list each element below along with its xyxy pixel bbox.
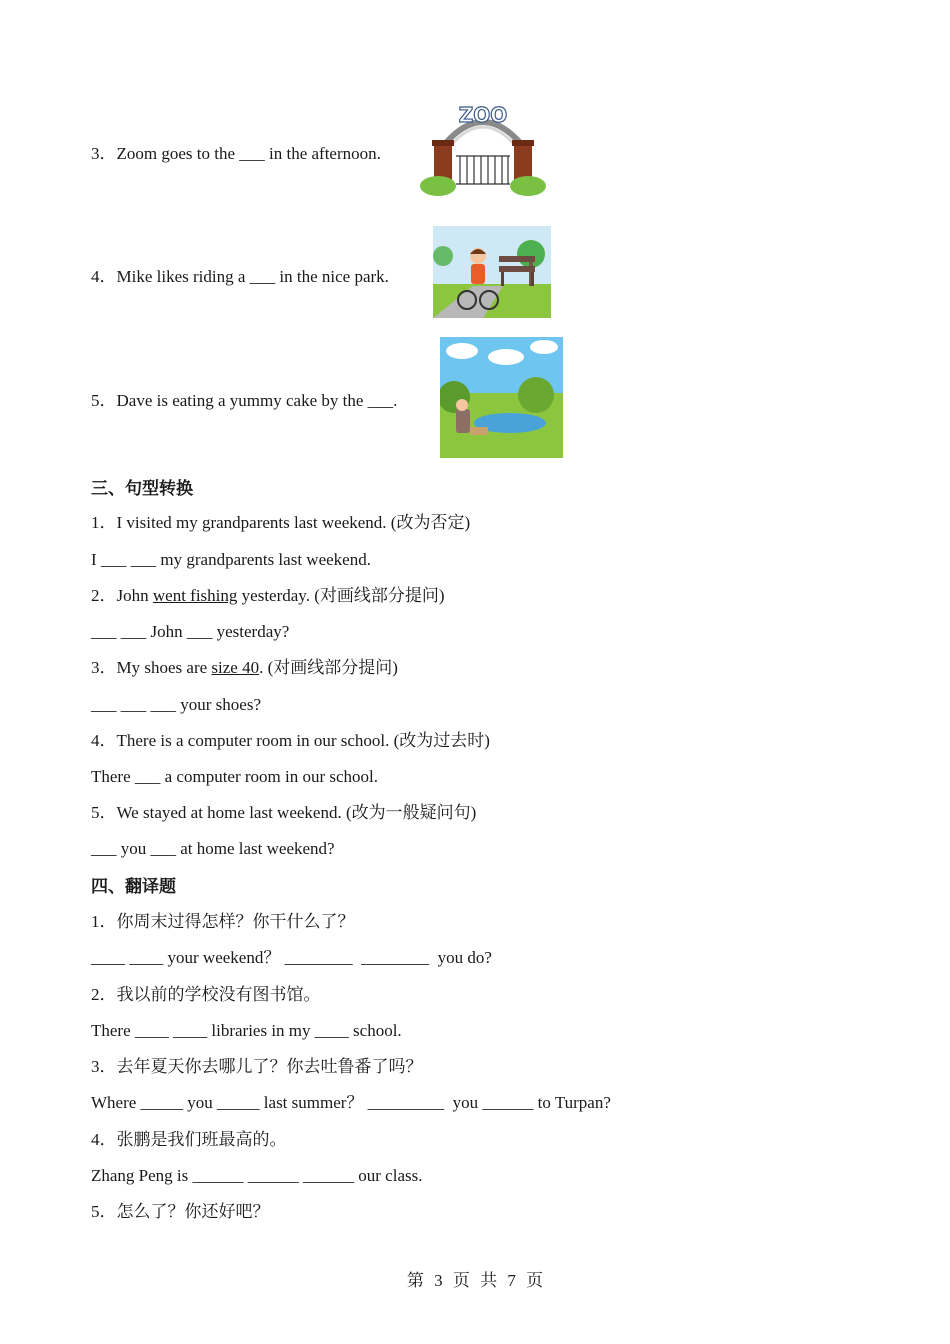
s3-q3-underlined: size 40 (211, 658, 260, 677)
section-3-title: 三、句型转换 (91, 479, 193, 499)
s4-q1-question: 1．你周末过得怎样？你干什么了？ (91, 912, 355, 931)
zoo-sign-text: ZOO (458, 103, 508, 127)
s4-q5-question: 5．怎么了？你还好吧？ (91, 1202, 270, 1221)
s3-q4-answer: There ___ a computer room in our school. (91, 767, 379, 786)
s3-q1-question: 1．I visited my grandparents last weekend. (改为否定) (91, 513, 471, 532)
s3-q3-question (91, 657, 398, 679)
s3-q2-pre: 2．John (91, 586, 153, 605)
picture-question-3: 3．Zoom goes to the ___ in the afternoon. (91, 144, 381, 163)
s3-q2-question (91, 585, 445, 607)
picture-question-4: 4．Mike likes riding a ___ in the nice park. (91, 267, 389, 286)
s4-q3-answer: Where _____ you _____ last summer？ _________ you ______ to Turpan? (91, 1093, 611, 1112)
s4-q3-question: 3．去年夏天你去哪儿了？你去吐鲁番了吗？ (91, 1057, 423, 1076)
s3-q5-question: 5．We stayed at home last weekend. (改为一般疑问句) (91, 803, 477, 822)
s3-q2-answer: ___ ___ John ___ yesterday? (91, 622, 290, 641)
s3-q2-underlined: went fishing (152, 586, 238, 605)
s3-q3-pre: 3．My shoes are (91, 658, 212, 677)
s4-q2-question: 2．我以前的学校没有图书馆。 (91, 985, 321, 1004)
s3-q4-question: 4．There is a computer room in our school. (改为过去时) (91, 731, 490, 750)
section-4-title: 四、翻译题 (91, 877, 176, 897)
s3-q3-post: . (对画线部分提问) (259, 658, 398, 677)
boy-riding-bike-image (433, 226, 551, 318)
s4-q1-answer: ____ ____ your weekend？ ________ ________ you do? (91, 948, 492, 967)
picture-question-5: 5．Dave is eating a yummy cake by the ___. (91, 391, 398, 410)
page-number-footer: 第 3 页 共 7 页 (406, 1271, 544, 1290)
s4-q2-answer: There ____ ____ libraries in my ____ school. (91, 1021, 402, 1040)
s4-q4-question: 4．张鹏是我们班最高的。 (91, 1130, 287, 1149)
s3-q3-answer: ___ ___ ___ your shoes? (91, 695, 261, 714)
lake-picnic-image (440, 337, 563, 458)
s3-q2-post: yesterday. (对画线部分提问) (237, 586, 445, 605)
s3-q1-answer: I ___ ___ my grandparents last weekend. (91, 550, 371, 569)
zoo-gate-image (420, 100, 546, 198)
s3-q5-answer: ___ you ___ at home last weekend? (91, 839, 335, 858)
s4-q4-answer: Zhang Peng is ______ ______ ______ our class. (91, 1166, 423, 1185)
